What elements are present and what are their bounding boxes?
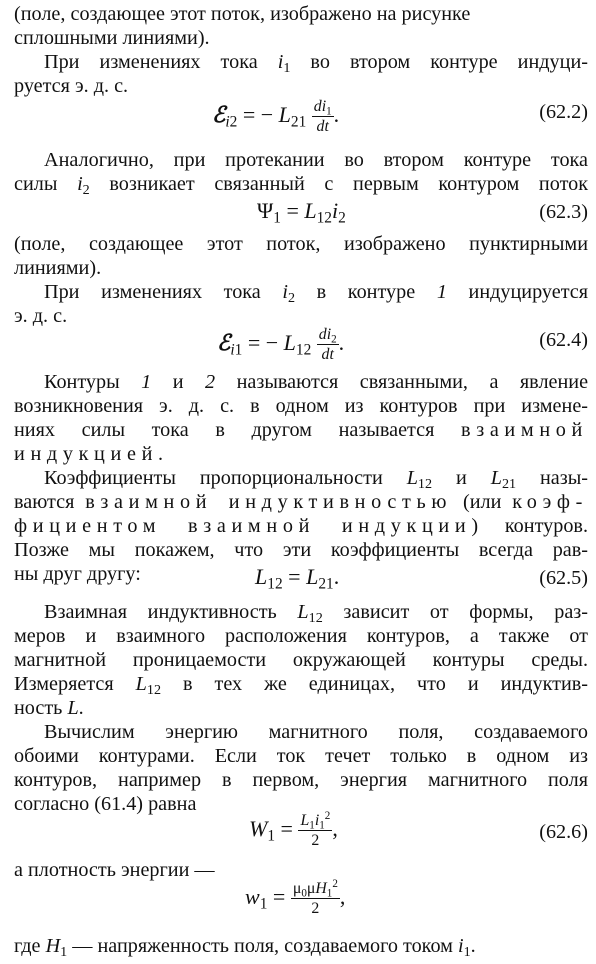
text-line: руется э. д. с. [14, 75, 129, 97]
text-line: возникновения э. д. с. в одном из контуров при измене- [14, 395, 588, 417]
equation-62-2: ℰ$_{i2}$ = − $L_{21}$ $\frac{di_1}{dt}$ . [212, 98, 340, 136]
text-line: согласно (61.4) равна [14, 793, 197, 815]
equation-number: (62.3) [539, 201, 588, 223]
text-line: Аналогично, при протекании во втором контуре тока [44, 149, 588, 171]
equation-energy-density: $w_1$ = $\frac{\mu_0\mu H_1^2}{2}$ , [245, 877, 346, 918]
text-line: фициентом взаимной индукции) контуров. [14, 515, 588, 537]
equation-62-5: $L_{12} = L_{21}$. [255, 564, 340, 593]
text-line: ность L. [14, 697, 84, 719]
text-line: Взаимная индуктивность $L_{12}$ зависит от формы, раз- [44, 601, 588, 627]
text-line: Измеряется $L_{12}$ в тех же единицах, что и индуктив- [14, 673, 589, 699]
equation-number: (62.4) [539, 329, 588, 351]
equation-number: (62.2) [539, 101, 588, 123]
text-line: Позже мы покажем, что эти коэффициенты всегда рав- [14, 539, 588, 561]
text-line: э. д. с. [14, 305, 68, 327]
text-line: ны друг другу: [14, 563, 141, 585]
text-line: (поле, создающее этот поток, изображено пунктирными [14, 233, 588, 255]
text-line: обоими контурами. Если ток течет только в одном из [14, 745, 588, 767]
text-line: линиями). [14, 257, 102, 279]
equation-number: (62.6) [539, 821, 588, 843]
text-line: ваются взаимной индуктивностью (или коэф- [14, 491, 589, 513]
equation-number: (62.5) [539, 567, 588, 589]
text-line: меров и взаимного расположения контуров, а также от [14, 625, 588, 647]
text-line: ниях силы тока в другом называется взаимной [14, 419, 588, 441]
equation-62-4: ℰ$_{i1}$ = − $L_{12}$ $\frac{di_2}{dt}$ . [217, 326, 345, 364]
text-line: Вычислим энергию магнитного поля, создаваемого [44, 721, 588, 743]
text-line: где $H_1$ — напряженность поля, создаваемого током $i_1$. [14, 935, 476, 961]
text-line: При изменениях тока $i_1$ во втором контуре индуци- [44, 51, 588, 77]
text-line: силы $i_2$ возникает связанный с первым контуром поток [14, 173, 589, 199]
text-line: Коэффициенты пропорциональности $L_{12}$ и $L_{21}$ назы- [44, 467, 589, 493]
equation-62-3: $\Psi_1 = L_{12}i_2$ [257, 198, 346, 227]
text-line: При изменениях тока $i_2$ в контуре 1 индуцируется [44, 281, 589, 307]
text-line: а плотность энергии — [14, 859, 215, 881]
equation-62-6: $W_1$ = $\frac{L_1i_1^2}{2}$ , [249, 809, 338, 850]
text-line: индукцией. [14, 443, 169, 465]
text-line: Контуры 1 и 2 называются связанными, а явление [44, 371, 589, 393]
text-line: сплошными линиями). [14, 27, 210, 49]
text-line: магнитной проницаемости окружающей контуры среды. [14, 649, 588, 671]
text-line: контуров, например в первом, энергия магнитного поля [14, 769, 588, 791]
text-line: (поле, создающее этот поток, изображено на рисунке [14, 3, 471, 25]
